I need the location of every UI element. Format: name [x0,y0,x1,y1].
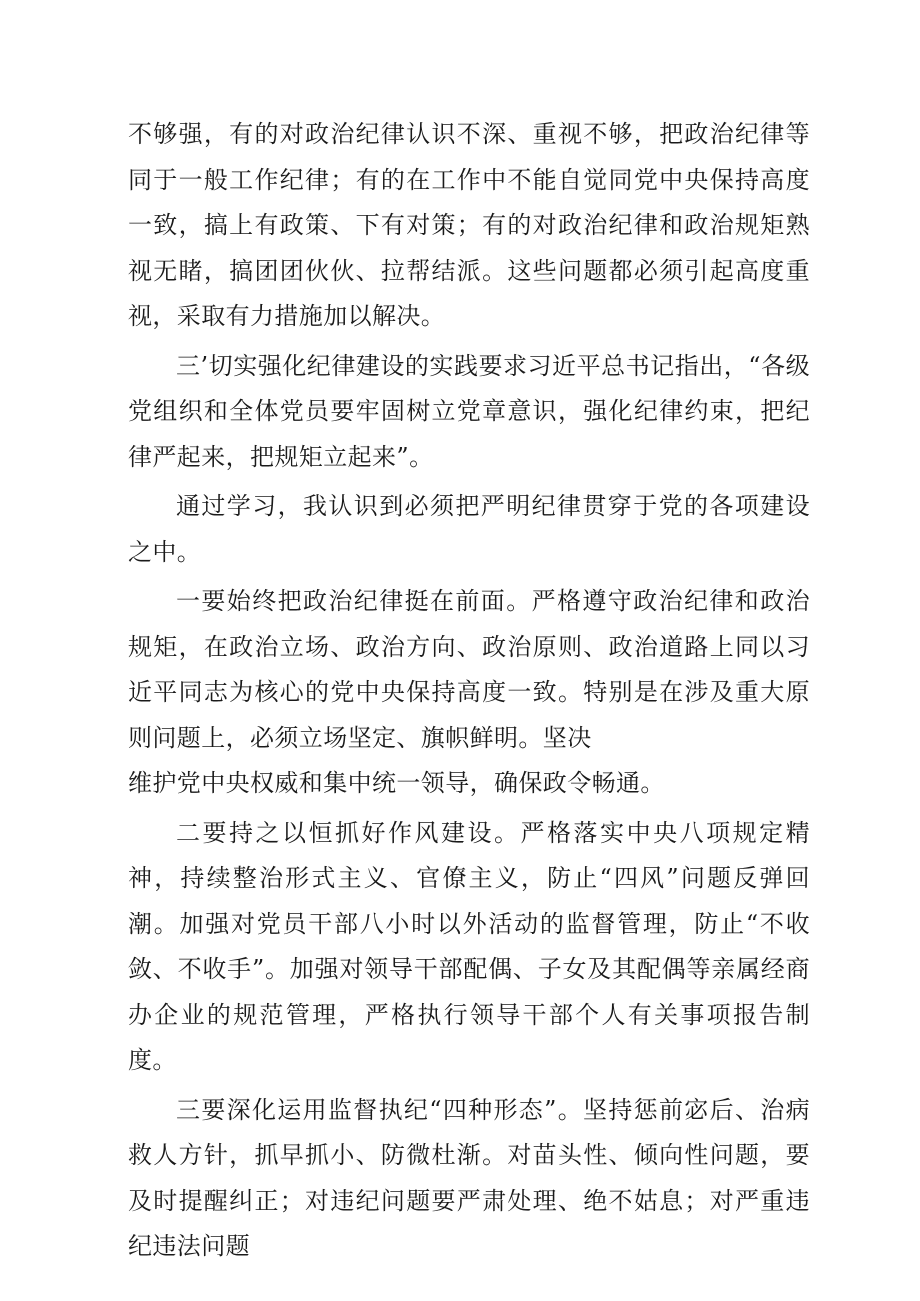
paragraph-7: 三要深化运用监督执纪“四种形态”。坚持惩前宓后、治病救人方针，抓早抓小、防微杜渐。对苗头性、倾向性问题，要及时提醒纠正；对违纪问题要严肃处理、绝不姑息；对严重违纪违法问题 [128,1095,810,1260]
paragraph-6: 二要持之以恒抓好作风建设。严格落实中央八项规定精神，持续整治形式主义、官僚主义，防止“四风”问题反弹回潮。加强对党员干部八小时以外活动的监督管理，防止“不收敛、不收手”。加强对领导干部配偶、子女及其配偶等亲属经商办企业的规范管理，严格执行领导干部个人有关事项报告制度。 [128,818,810,1074]
document-body [128,112,810,1270]
paragraph-4: 一要始终把政治纪律挺在前面。严格遵守政治纪律和政治规矩，在政治立场、政治方向、政治原则、政治道路上同以习近平同志为核心的党中央保持高度一致。特别是在涉及重大原则问题上，必须立场坚定、旗帜鲜明。坚决 [128,587,810,752]
paragraph-3: 通过学习，我认识到必须把严明纪律贯穿于党的各项建设之中。 [128,492,810,566]
paragraph-1: 不够强，有的对政治纪律认识不深、重视不够，把政治纪律等同于一般工作纪律；有的在工作中不能自觉同党中央保持高度一致，搞上有政策、下有对策；有的对政治纪律和政治规矩熟视无睹，搞团团伙伙、拉帮结派。这些问题都必须引起高度重视，采取有力措施加以解决。 [128,120,810,330]
paragraph-2: 三’切实强化纪律建设的实践要求习近平总书记指出，“各级党组织和全体党员要牢固树立党章意识，强化纪律约束，把纪律严起来，把规矩立起来”。 [128,351,810,471]
paragraph-5: 维护党中央权威和集中统一领导，确保政令畅通。 [128,769,665,797]
